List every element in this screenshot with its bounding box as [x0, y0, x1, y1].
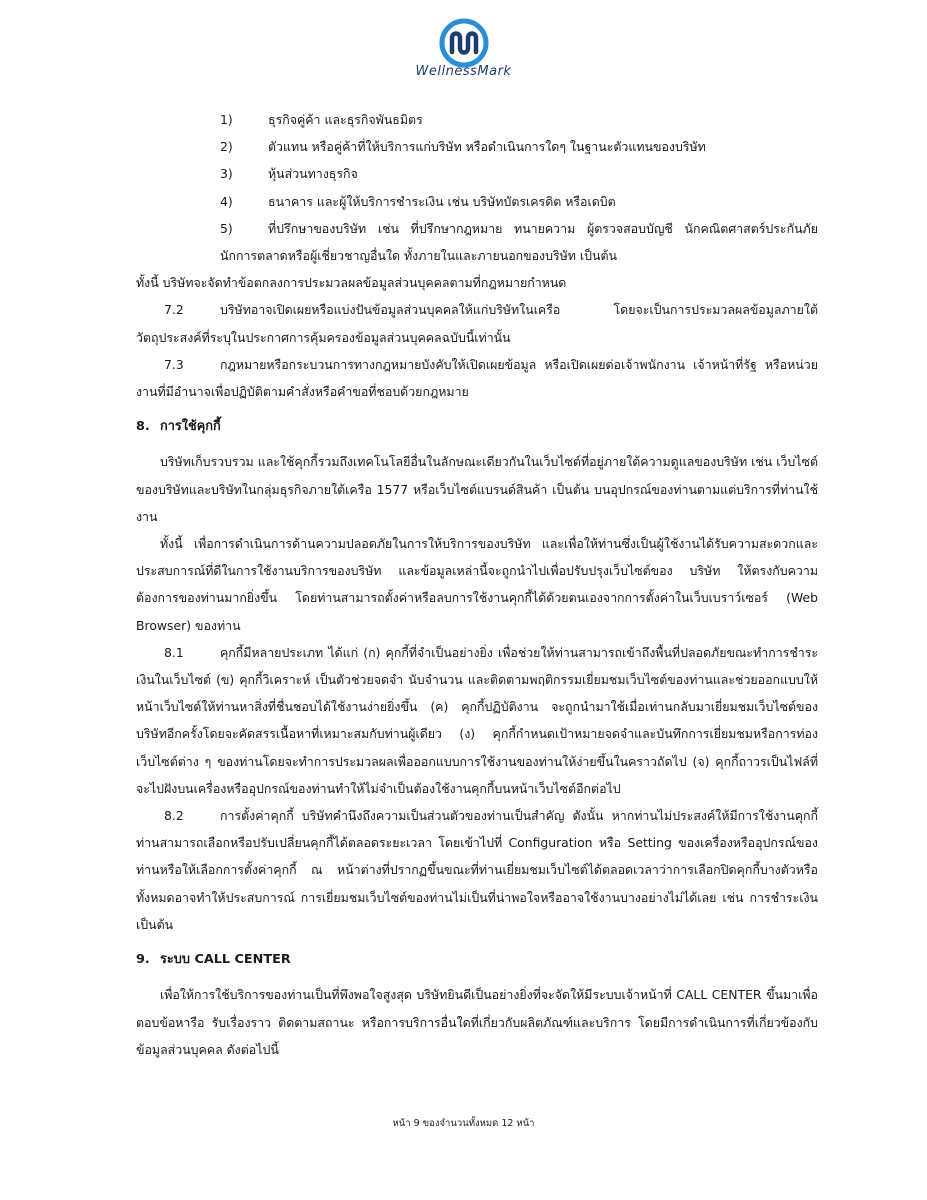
after-list-note: ทั้งนี้ บริษัทจะจัดทำข้อตกลงการประมวลผลข้อมูลส่วนบุคคลตามที่กฎหมายกำหนด — [136, 275, 567, 291]
section-9-paragraph-1: เพื่อให้การใช้บริการของท่านเป็นที่พึงพอใจสูงสุด บริษัทยินดีเป็นอย่างยิ่งที่จะจัดให้มีระบบเจ้าหน้าที่ CALL CENTER ขึ้นมาเพื่อตอบข้อหารือ รับเรื่องราว ติดตามสถานะ หรือการบริการอื่นใดที่เกี่ยวกับผลิตภัณฑ์และบริการ โดยมีการดำเนินการที่เกี่ยวข้องกับข้อมูลส่วนบุคคล ดังต่อไปนี้ — [136, 987, 818, 1057]
clause-7-2: 7.2 บริษัทอาจเปิดเผยหรือแบ่งปันข้อมูลส่วนบุคคลให้แก่บริษัทในเครือ โดยจะเป็นการประมวลผลข้อมูลภายใต้วัตถุประสงค์ที่ระบุในประกาศการคุ้มครองข้อมูลส่วนบุคคลฉบับนี้เท่านั้น — [136, 302, 818, 345]
clause-8-2: 8.2 การตั้งค่าคุกกี้ บริษัทคำนึงถึงความเป็นส่วนตัวของท่านเป็นสำคัญ ดังนั้น หากท่านไม่ประสงค์ให้มีการใช้งานคุกกี้ท่านสามารถเลือกหรือปรับเปลี่ยนคุกกี้ได้ตลอดระยะเวลา โดยเข้าไปที่ Configuration หรือ Setting ของเครื่องหรืออุปกรณ์ของท่านหรือให้เลือกการตั้งค่าคุกกี้ ณ หน้าต่างที่ปรากฏขึ้นขณะที่ท่านเยี่ยมชมเว็บไซต์ได้ตลอดเวลาว่าการเลือกปิดคุกกี้บางตัวหรือทั้งหมดอาจทำให้ประสบการณ์ การเยี่ยมชมเว็บไซต์ของท่านไม่เป็นที่น่าพอใจหรืออาจใช้งานบางอย่างไม่ได้เลย เช่น การชำระเงิน เป็นต้น — [136, 808, 818, 932]
wellnessmark-logo-icon — [438, 18, 490, 68]
section-8-paragraph-1: บริษัทเก็บรวบรวม และใช้คุกกี้รวมถึงเทคโนโลยีอื่นในลักษณะเดียวกันในเว็บไซต์ที่อยู่ภายใต้ความดูแลของบริษัท เช่น เว็บไซต์ของบริษัทและบริษัทในกลุ่มธุรกิจภายใต้เครือ 1577 หรือเว็บไซต์แบรนด์สินค้า เป็นต้น บนอุปกรณ์ของท่านตามแต่บริการที่ท่านใช้งาน — [136, 454, 818, 524]
document-body — [136, 106, 818, 1063]
clause-8-1: 8.1 คุกกี้มีหลายประเภท ได้แก่ (ก) คุกกี้ที่จำเป็นอย่างยิ่ง เพื่อช่วยให้ท่านสามารถเข้าถึงพื้นที่ปลอดภัยขณะทำการชำระเงินในเว็บไซต์ (ข) คุกกี้วิเคราะห์ เป็นตัวช่วยจดจำ นับจำนวน และติดตามพฤติกรรมเยี่ยมชมเว็บไซต์ของท่านและช่วยออกแบบให้หน้าเว็บไซต์ให้ท่านหาสิ่งที่ชื่นชอบได้ใช้งานง่ายยิ่งขึ้น (ค) คุกกี้ปฏิบัติงาน จะถูกนำมาใช้เมื่อเท่านกลับมาเยี่ยมชมเว็บไซต์ของบริษัทอีกครั้งโดยจะคัดสรรเนื้อหาที่เหมาะสมกับท่านผู้เดียว (ง) คุกกี้กำหนดเป้าหมายจดจำและบันทึกการเยี่ยมชมหรือการท่องเว็บไซต์ต่าง ๆ ของท่านโดยจะทำการประมวลผลเพื่อออกแบบการใช้งานของท่านให้ง่ายขึ้นในคราวถัดไป (จ) คุกกี้ถาวรเป็นไฟล์ที่จะไปฝังบนเครื่องหรืออุปกรณ์ของท่านทำให้ไม่จำเป็นต้องใช้งานคุกกี้บนหน้าเว็บไซต์อีกต่อไป — [136, 644, 818, 796]
list-item: 5) ที่ปรึกษาของบริษัท เช่น ที่ปรึกษากฎหมาย ทนายความ ผู้ตรวจสอบบัญชี นักคณิตศาสตร์ประกันภัย นักการตลาดหรือผู้เชี่ยวชาญอื่นใด ทั้งภายในและภายนอกของบริษัท เป็นต้น — [220, 220, 818, 264]
brand-name: WellnessMark — [415, 64, 512, 79]
list-item: 4) ธนาคาร และผู้ให้บริการชำระเงิน เช่น บริษัทบัตรเครดิต หรือเดบิต — [220, 193, 616, 209]
clause-7-3: 7.3 กฎหมายหรือกระบวนการทางกฎหมายบังคับให้เปิดเผยข้อมูล หรือเปิดเผยต่อเจ้าพนักงาน เจ้าหน้าที่รัฐ หรือหน่วยงานที่มีอำนาจเพื่อปฏิบัติตามคำสั่งหรือคำขอที่ชอบด้วยกฎหมาย — [136, 356, 818, 400]
list-item: 1) ธุรกิจคู่ค้า และธุรกิจพันธมิตร — [220, 112, 423, 127]
list-item: 3) หุ้นส่วนทางธุรกิจ — [220, 166, 358, 182]
section-9-heading: 9. ระบบ CALL CENTER — [136, 952, 291, 968]
section-8-paragraph-2: ทั้งนี้ เพื่อการดำเนินการด้านความปลอดภัยในการให้บริการของบริษัท และเพื่อให้ท่านซึ่งเป็นผู้ใช้งานได้รับความสะดวกและประสบการณ์ที่ดีในการใช้งานบริการของบริษัท และข้อมูลเหล่านี้จะถูกนำไปเพื่อปรับปรุงเว็บไซต์ของ บริษัท ให้ตรงกับความต้องการของท่านมากยิ่งขึ้น โดยท่านสามารถตั้งค่าหรือลบการใช้งานคุกกี้ได้ด้วยตนเองจากการตั้งค่าในเว็บเบราว์เซอร์ (Web Browser) ของท่าน — [136, 536, 818, 633]
page-footer: หน้า 9 ของจำนวนทั้งหมด 12 หน้า — [392, 1118, 535, 1129]
section-8-heading: 8. การใช้คุกกี้ — [136, 419, 221, 435]
header-logo — [0, 18, 927, 68]
list-item: 2) ตัวแทน หรือคู่ค้าที่ให้บริการแก่บริษัท หรือดำเนินการใดๆ ในฐานะตัวแทนของบริษัท — [220, 139, 706, 155]
